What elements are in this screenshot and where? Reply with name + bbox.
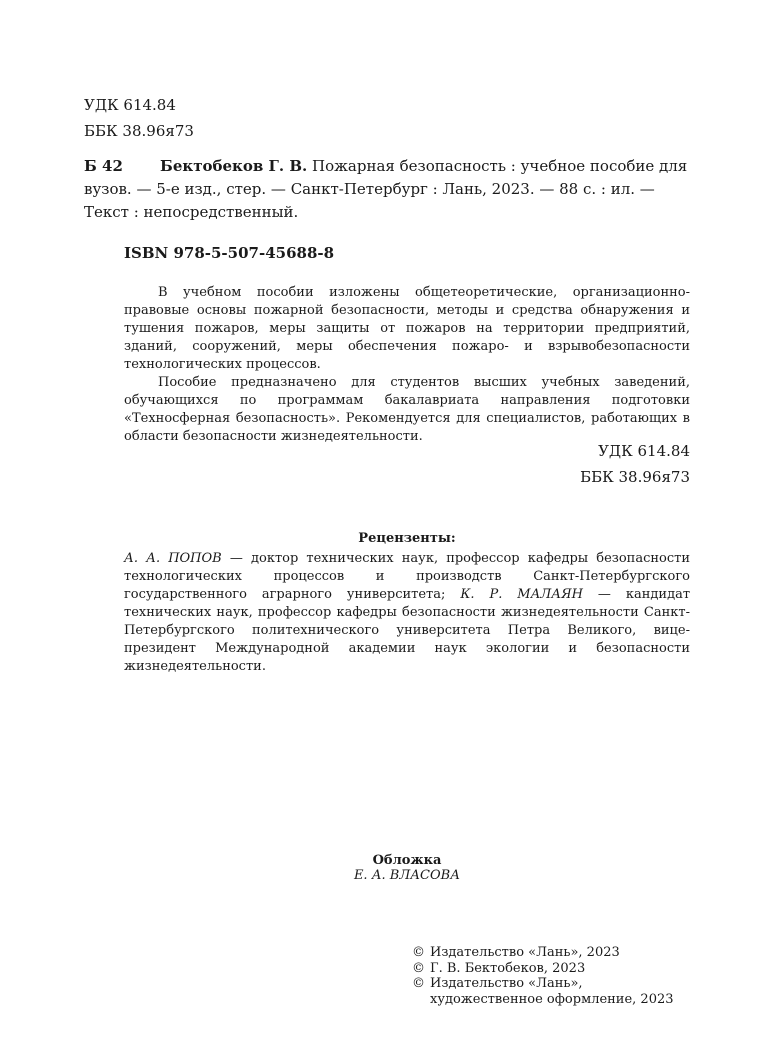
- bbk-code: ББК 38.96я73: [84, 122, 194, 140]
- entry-publication-line: вузов. — 5-е изд., стер. — Санкт-Петербург : Лань, 2023. — 88 с. : ил. —: [84, 180, 655, 198]
- reviewer-2-info: — кандидат технических наук, профессор кафедры безопасности жизнедеятельности Санкт-Петербургского политехнического университета Петра Великого, вице-президент Международной академии наук экологии и безопасности жизнедеятельности.: [124, 587, 691, 674]
- entry-author: Бектобеков Г. В.: [160, 157, 308, 175]
- cover-title: Обложка: [372, 853, 442, 868]
- reviewer-1-name: А. А. ПОПОВ: [124, 551, 222, 566]
- entry-media-line: Текст : непосредственный.: [84, 203, 299, 221]
- reviewer-1-info: — доктор технических наук, профессор кафедры безопасности технологических процессов и производств Санкт-Петербургского государственного аграрного университета;: [124, 551, 691, 602]
- copyright-icon: ©: [412, 960, 425, 976]
- classification-right: [500, 438, 690, 490]
- bibliographic-entry: [84, 155, 688, 224]
- entry-first-line: [160, 155, 688, 178]
- reviewers-title: Рецензенты:: [358, 531, 456, 546]
- cover-designer: Е. А. ВЛАСОВА: [353, 868, 461, 883]
- bbk-code-right: ББК 38.96я73: [580, 468, 690, 486]
- abstract-paragraph-1: В учебном пособии изложены общетеоретические, организационно-правовые основы пожарной безопасности, методы и средства обнаружения и тушения пожаров, меры защиты от пожаров на территории предприятий, зданий, сооружений, меры обеспечения пожаро- и взрывобезопасности технологических процессов.: [124, 285, 690, 372]
- classification-top: [84, 92, 194, 144]
- copyright-publisher-design: Издательство «Лань»,: [430, 976, 583, 991]
- isbn: ISBN 978-5-507-45688-8: [124, 244, 335, 262]
- copyright-author: Г. В. Бектобеков, 2023: [430, 960, 586, 976]
- copyright-design-line: художественное оформление, 2023: [430, 991, 674, 1007]
- copyright-publisher: Издательство «Лань», 2023: [430, 945, 620, 960]
- abstract: [124, 284, 690, 446]
- reviewers-text: [124, 550, 690, 676]
- abstract-paragraph-2: Пособие предназначено для студентов высших учебных заведений, обучающихся по программам бакалавриата направления подготовки «Техносферная безопасность». Рекомендуется для специалистов, работающих в области безопасности жизнедеятельности.: [124, 375, 690, 444]
- entry-title: Пожарная безопасность : учебное пособие для: [312, 157, 688, 175]
- copyright-block: [412, 945, 712, 1007]
- copyright-icon: ©: [412, 976, 425, 991]
- copyright-icon: ©: [412, 945, 425, 960]
- author-mark: Б 42: [84, 157, 123, 175]
- reviewer-2-name: К. Р. МАЛАЯН: [460, 587, 583, 602]
- udk-code: УДК 614.84: [84, 96, 176, 114]
- udk-code-right: УДК 614.84: [598, 442, 690, 460]
